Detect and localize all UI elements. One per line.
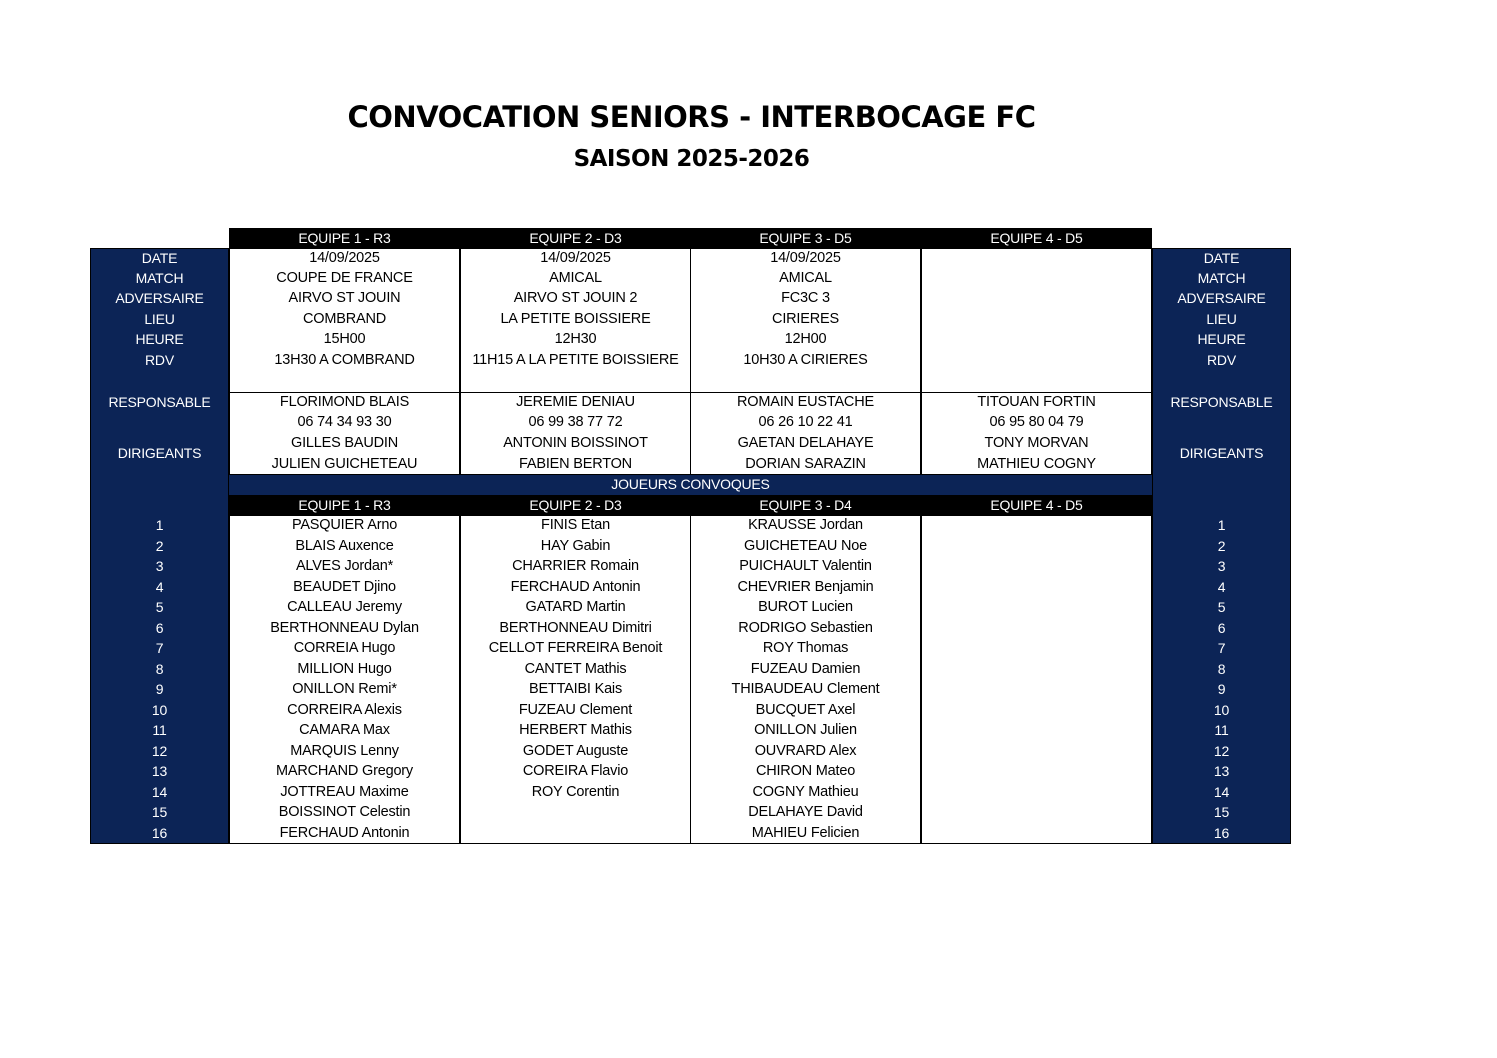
row-label-heure: HEURE — [135, 331, 184, 347]
row-number: 6 — [1217, 619, 1226, 636]
player-name: CALLEAU Jeremy — [287, 599, 402, 615]
row-label-dirigeants: DIRIGEANTS — [117, 445, 202, 461]
team-phone: 06 26 10 22 41 — [758, 414, 853, 430]
player-name: KRAUSSE Jordan — [748, 517, 863, 533]
team-date: 14/09/2025 — [309, 250, 380, 266]
row-number: 10 — [1213, 701, 1230, 718]
player-name — [460, 823, 691, 843]
player-name: CANTET Mathis — [524, 660, 627, 677]
player-name: COGNY Mathieu — [752, 783, 859, 800]
team-lieu: CIRIERES — [772, 311, 839, 327]
row-number: 8 — [155, 660, 164, 677]
player-name: RODRIGO Sebastien — [738, 619, 873, 636]
player-team-header: EQUIPE 4 - D5 — [990, 497, 1083, 513]
team-adversaire: FC3C 3 — [781, 290, 830, 306]
team-heure: 15H00 — [323, 331, 366, 347]
team-phone: 06 95 80 04 79 — [989, 414, 1084, 430]
player-name — [921, 515, 1152, 535]
team-responsable: ROMAIN EUSTACHE — [737, 394, 874, 410]
row-number: 15 — [1213, 804, 1230, 820]
team-rdv: 11H15 A LA PETITE BOISSIERE — [472, 352, 679, 368]
row-number: 7 — [1217, 640, 1226, 656]
player-name — [921, 618, 1152, 638]
player-name: CELLOT FERREIRA Benoit — [488, 640, 663, 656]
team-header: EQUIPE 3 - D5 — [759, 230, 852, 246]
row-number: 13 — [151, 763, 168, 779]
team-dirigeant2: DORIAN SARAZIN — [745, 456, 866, 472]
player-name — [921, 823, 1152, 843]
team-match — [921, 268, 1152, 288]
team-dirigeant1: GAETAN DELAHAYE — [737, 435, 874, 451]
player-name — [921, 720, 1152, 740]
player-name: COREIRA Flavio — [522, 763, 629, 779]
team-adversaire: AIRVO ST JOUIN — [288, 290, 401, 306]
row-label-adversaire: ADVERSAIRE — [1177, 290, 1266, 306]
player-name — [921, 556, 1152, 576]
page-subtitle: SAISON 2025-2026 — [573, 146, 810, 172]
team-phone: 06 99 38 77 72 — [528, 414, 623, 430]
row-number: 2 — [155, 537, 164, 554]
player-name: FUZEAU Clement — [518, 701, 633, 718]
row-label-heure: HEURE — [1197, 331, 1246, 347]
row-number: 11 — [152, 722, 167, 738]
team-dirigeant2: FABIEN BERTON — [519, 456, 632, 472]
player-name: OUVRARD Alex — [754, 742, 857, 759]
team-lieu: COMBRAND — [303, 311, 386, 327]
player-name — [460, 802, 691, 822]
player-team-header: EQUIPE 1 - R3 — [298, 497, 391, 513]
row-number: 4 — [1217, 578, 1226, 595]
row-number: 16 — [151, 824, 168, 841]
row-label-adversaire: ADVERSAIRE — [115, 290, 204, 306]
row-number: 13 — [1213, 763, 1230, 779]
player-name: FERCHAUD Antonin — [279, 824, 410, 841]
team-adversaire: AIRVO ST JOUIN 2 — [513, 290, 638, 306]
row-number: 14 — [1213, 783, 1230, 800]
row-number: 16 — [1213, 824, 1230, 841]
player-name: ROY Corentin — [531, 783, 620, 800]
row-label-match: MATCH — [135, 270, 184, 286]
row-label-dirigeants: DIRIGEANTS — [1179, 445, 1264, 461]
team-heure: 12H00 — [784, 331, 827, 347]
player-name: ALVES Jordan* — [295, 558, 394, 574]
player-name: DELAHAYE David — [748, 804, 863, 820]
player-name: BLAIS Auxence — [295, 537, 394, 554]
player-name: BETTAIBI Kais — [528, 681, 623, 697]
player-name — [921, 577, 1152, 597]
team-dirigeant1: TONY MORVAN — [984, 435, 1089, 451]
row-label-date: DATE — [141, 250, 178, 266]
player-name — [921, 741, 1152, 761]
row-label-lieu: LIEU — [144, 311, 175, 327]
player-name: JOTTREAU Maxime — [280, 783, 409, 800]
player-name: BUROT Lucien — [758, 599, 853, 615]
player-name: HAY Gabin — [540, 537, 611, 554]
player-name: BUCQUET Axel — [755, 701, 856, 718]
player-name — [921, 679, 1152, 699]
row-number: 12 — [1213, 742, 1230, 759]
row-number: 9 — [1217, 681, 1226, 697]
row-number: 9 — [155, 681, 164, 697]
team-rdv — [921, 350, 1152, 370]
player-name: GATARD Martin — [525, 599, 626, 615]
player-team-header: EQUIPE 3 - D4 — [759, 497, 852, 513]
row-number: 5 — [1217, 599, 1226, 615]
player-name: MILLION Hugo — [297, 660, 392, 677]
row-number: 1 — [155, 517, 164, 533]
player-name: FUZEAU Damien — [750, 660, 861, 677]
row-label-lieu: LIEU — [1206, 311, 1237, 327]
team-responsable: TITOUAN FORTIN — [977, 394, 1096, 410]
player-name: FERCHAUD Antonin — [510, 578, 641, 595]
row-label-match: MATCH — [1197, 270, 1246, 286]
player-name — [921, 638, 1152, 658]
team-match: AMICAL — [549, 270, 602, 286]
team-dirigeant1: ANTONIN BOISSINOT — [503, 435, 648, 451]
player-name: BOISSINOT Celestin — [278, 804, 411, 820]
team-adversaire — [921, 288, 1152, 308]
player-name: CORREIRA Alexis — [287, 701, 402, 718]
player-name: CHIRON Mateo — [755, 763, 856, 779]
player-name: BEAUDET Djino — [293, 578, 396, 595]
row-number: 1 — [1217, 517, 1226, 533]
player-name: FINIS Etan — [541, 517, 610, 533]
row-label-date: DATE — [1203, 250, 1240, 266]
team-heure: 12H30 — [554, 331, 597, 347]
row-number: 7 — [155, 640, 164, 656]
player-name — [921, 597, 1152, 617]
player-name: MAHIEU Felicien — [751, 824, 860, 841]
player-name: GUICHETEAU Noe — [744, 537, 867, 554]
row-label-rdv: RDV — [145, 352, 174, 368]
team-dirigeant2: MATHIEU COGNY — [977, 456, 1096, 472]
row-number: 12 — [151, 742, 168, 759]
row-number: 11 — [1214, 722, 1229, 738]
player-name — [921, 700, 1152, 720]
player-name: CORREIA Hugo — [293, 640, 396, 656]
player-name: GODET Auguste — [522, 742, 629, 759]
player-name — [921, 782, 1152, 802]
team-header: EQUIPE 2 - D3 — [529, 230, 622, 246]
row-number: 3 — [1217, 558, 1226, 574]
team-dirigeant2: JULIEN GUICHETEAU — [271, 456, 418, 472]
page-title: CONVOCATION SENIORS - INTERBOCAGE FC — [347, 100, 1036, 134]
player-name: CHEVRIER Benjamin — [737, 578, 874, 595]
team-responsable: JEREMIE DENIAU — [516, 394, 635, 410]
row-label-rdv: RDV — [1207, 352, 1236, 368]
row-number: 2 — [1217, 537, 1226, 554]
row-label-responsable: RESPONSABLE — [1170, 394, 1273, 410]
team-heure — [921, 329, 1152, 349]
team-responsable: FLORIMOND BLAIS — [279, 394, 410, 410]
row-number: 5 — [155, 599, 164, 615]
player-name: ROY Thomas — [762, 640, 849, 656]
team-match: COUPE DE FRANCE — [276, 270, 413, 286]
row-number: 8 — [1217, 660, 1226, 677]
team-date: 14/09/2025 — [770, 250, 841, 266]
team-rdv: 10H30 A CIRIERES — [743, 352, 868, 368]
player-team-header: EQUIPE 2 - D3 — [529, 497, 622, 513]
player-name: MARQUIS Lenny — [290, 742, 399, 759]
player-name: CHARRIER Romain — [512, 558, 639, 574]
player-name: ONILLON Remi* — [292, 681, 397, 697]
player-name: ONILLON Julien — [754, 722, 857, 738]
player-name — [921, 659, 1152, 679]
player-name: CAMARA Max — [299, 722, 390, 738]
team-phone: 06 74 34 93 30 — [297, 414, 392, 430]
team-header: EQUIPE 4 - D5 — [990, 230, 1083, 246]
team-date — [921, 248, 1152, 268]
player-name — [921, 802, 1152, 822]
team-rdv: 13H30 A COMBRAND — [274, 352, 415, 368]
team-match: AMICAL — [779, 270, 832, 286]
player-name: THIBAUDEAU Clement — [731, 681, 880, 697]
team-header: EQUIPE 1 - R3 — [298, 230, 391, 246]
player-name: PASQUIER Arno — [291, 517, 398, 533]
player-name: BERTHONNEAU Dylan — [270, 619, 419, 636]
player-name — [921, 536, 1152, 556]
joueurs-title: JOUEURS CONVOQUES — [611, 476, 770, 492]
player-name: MARCHAND Gregory — [276, 763, 413, 779]
row-label-responsable: RESPONSABLE — [108, 394, 211, 410]
row-number: 6 — [155, 619, 164, 636]
team-dirigeant1: GILLES BAUDIN — [291, 435, 398, 451]
player-name: PUICHAULT Valentin — [739, 558, 872, 574]
row-number: 3 — [155, 558, 164, 574]
row-number: 15 — [151, 804, 168, 820]
team-lieu: LA PETITE BOISSIERE — [500, 311, 651, 327]
team-lieu — [921, 309, 1152, 329]
player-name: BERTHONNEAU Dimitri — [499, 619, 652, 636]
row-number: 10 — [151, 701, 168, 718]
player-name — [921, 761, 1152, 781]
team-date: 14/09/2025 — [540, 250, 611, 266]
row-number: 14 — [151, 783, 168, 800]
player-name: HERBERT Mathis — [519, 722, 632, 738]
row-number: 4 — [155, 578, 164, 595]
